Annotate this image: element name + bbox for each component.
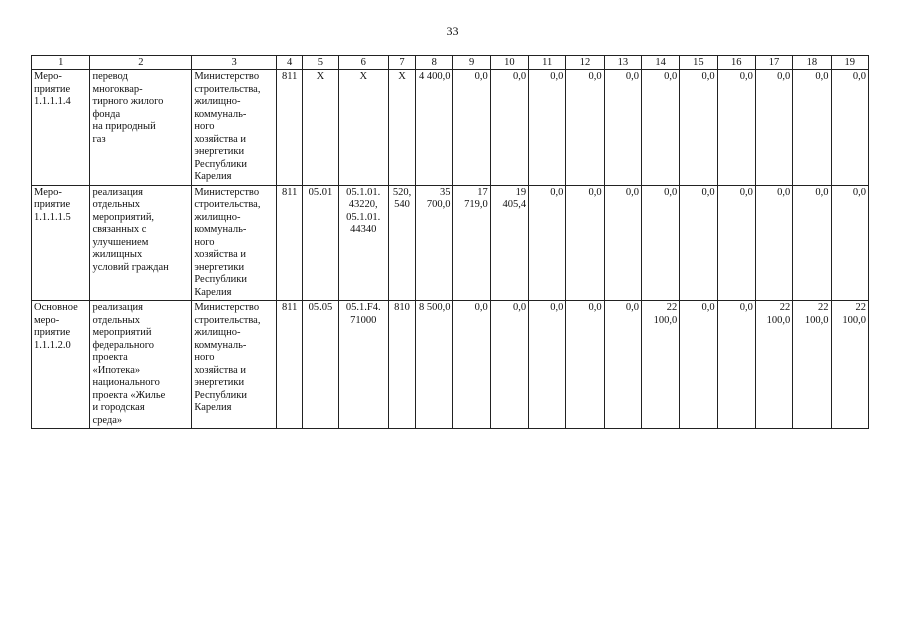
value-col-18: 0,0 (793, 185, 831, 301)
column-number-row (32, 56, 869, 70)
value-col-19: 22 100,0 (831, 301, 869, 429)
value-col-15: 0,0 (680, 301, 717, 429)
column-header: 19 (831, 56, 869, 70)
value-col-9: 0,0 (453, 301, 490, 429)
table-row (32, 70, 869, 186)
budget-code: 811 (277, 185, 303, 301)
value-col-16: 0,0 (717, 185, 755, 301)
column-header: 6 (338, 56, 388, 70)
responsible-executor: Министерство строительства, жилищно- коммуналь- ного хозяйства и энергетики Республики Карелия (192, 301, 277, 429)
measure-description: перевод многоквар- тирного жилого фонда на природный газ (90, 70, 192, 186)
column-header: 5 (303, 56, 338, 70)
value-col-9: 0,0 (453, 70, 490, 186)
table-body (32, 70, 869, 429)
value-col-15: 0,0 (680, 185, 717, 301)
column-header: 8 (416, 56, 453, 70)
responsible-executor: Министерство строительства, жилищно- коммуналь- ного хозяйства и энергетики Республики Карелия (192, 70, 277, 186)
value-col-15: 0,0 (680, 70, 717, 186)
value-col-19: 0,0 (831, 70, 869, 186)
budget-code: 811 (277, 70, 303, 186)
column-header: 9 (453, 56, 490, 70)
column-header: 12 (566, 56, 604, 70)
value-col-18: 22 100,0 (793, 301, 831, 429)
value-col-17: 0,0 (755, 70, 792, 186)
column-header: 13 (604, 56, 641, 70)
section-code: 05.05 (303, 301, 338, 429)
value-col-13: 0,0 (604, 70, 641, 186)
program-budget-table (31, 55, 869, 429)
value-col-13: 0,0 (604, 301, 641, 429)
target-article-code: 05.1.01. 43220, 05.1.01. 44340 (338, 185, 388, 301)
value-col-8: 4 400,0 (416, 70, 453, 186)
value-col-14: 22 100,0 (641, 301, 679, 429)
measure-code: Меро- приятие 1.1.1.1.4 (32, 70, 90, 186)
column-header: 3 (192, 56, 277, 70)
value-col-14: 0,0 (641, 70, 679, 186)
value-col-9: 17 719,0 (453, 185, 490, 301)
column-header: 14 (641, 56, 679, 70)
value-col-16: 0,0 (717, 70, 755, 186)
value-col-11: 0,0 (529, 301, 566, 429)
value-col-17: 22 100,0 (755, 301, 792, 429)
value-col-8: 8 500,0 (416, 301, 453, 429)
page-number: 33 (446, 24, 459, 38)
value-col-16: 0,0 (717, 301, 755, 429)
section-code: 05.01 (303, 185, 338, 301)
column-header: 10 (490, 56, 528, 70)
budget-code: 811 (277, 301, 303, 429)
value-col-10: 19 405,4 (490, 185, 528, 301)
expense-type-code: 520, 540 (388, 185, 415, 301)
value-col-10: 0,0 (490, 301, 528, 429)
target-article-code: 05.1.F4. 71000 (338, 301, 388, 429)
section-code: X (303, 70, 338, 186)
column-header: 11 (529, 56, 566, 70)
column-header: 2 (90, 56, 192, 70)
column-header: 18 (793, 56, 831, 70)
value-col-10: 0,0 (490, 70, 528, 186)
value-col-19: 0,0 (831, 185, 869, 301)
value-col-12: 0,0 (566, 70, 604, 186)
table-row (32, 185, 869, 301)
table-row (32, 301, 869, 429)
value-col-11: 0,0 (529, 70, 566, 186)
value-col-18: 0,0 (793, 70, 831, 186)
column-header: 1 (32, 56, 90, 70)
measure-description: реализация отдельных мероприятий, связанных с улучшением жилищных условий граждан (90, 185, 192, 301)
responsible-executor: Министерство строительства, жилищно- коммуналь- ного хозяйства и энергетики Республики Карелия (192, 185, 277, 301)
column-header: 15 (680, 56, 717, 70)
expense-type-code: X (388, 70, 415, 186)
column-header: 4 (277, 56, 303, 70)
column-header: 16 (717, 56, 755, 70)
measure-code: Основное меро- приятие 1.1.1.2.0 (32, 301, 90, 429)
measure-description: реализация отдельных мероприятий федерального проекта «Ипотека» национального проекта «Жилье и городская среда» (90, 301, 192, 429)
target-article-code: X (338, 70, 388, 186)
value-col-11: 0,0 (529, 185, 566, 301)
value-col-17: 0,0 (755, 185, 792, 301)
measure-code: Меро- приятие 1.1.1.1.5 (32, 185, 90, 301)
value-col-8: 35 700,0 (416, 185, 453, 301)
value-col-14: 0,0 (641, 185, 679, 301)
value-col-13: 0,0 (604, 185, 641, 301)
value-col-12: 0,0 (566, 185, 604, 301)
value-col-12: 0,0 (566, 301, 604, 429)
expense-type-code: 810 (388, 301, 415, 429)
column-header: 7 (388, 56, 415, 70)
column-header: 17 (755, 56, 792, 70)
